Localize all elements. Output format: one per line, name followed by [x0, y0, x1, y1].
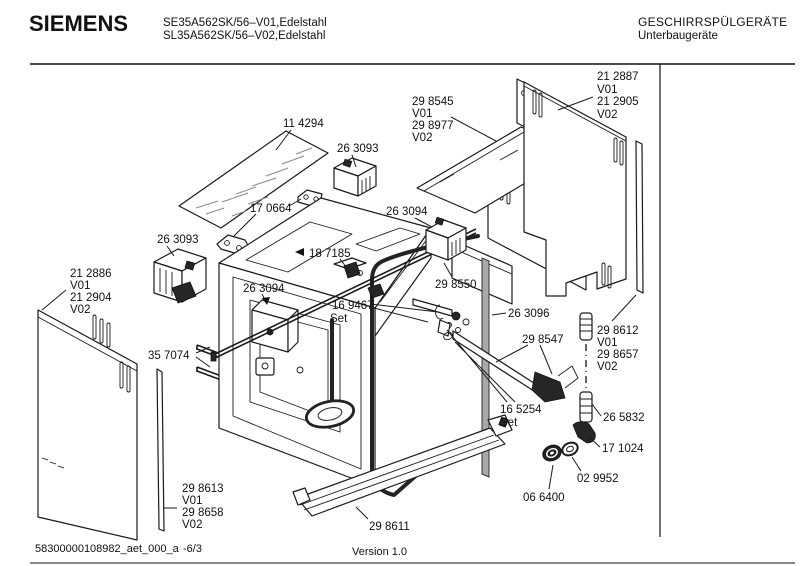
connector-block-26-3093-left [154, 249, 206, 303]
page-number: -6/3 [183, 543, 202, 555]
svg-text:V01: V01 [70, 280, 91, 292]
svg-text:29 8657: 29 8657 [597, 349, 639, 361]
model-line-2: SL35A562SK/56–V02,Edelstahl [163, 30, 326, 42]
page-header [29, 11, 787, 42]
tub-body [219, 198, 431, 487]
label-29-8613: 29 8613 [182, 483, 224, 495]
svg-text:V02: V02 [70, 304, 91, 316]
washer-02-9952 [560, 440, 580, 458]
svg-text:V01: V01 [182, 495, 203, 507]
category-title: GESCHIRRSPÜLGERÄTE [638, 15, 788, 29]
svg-text:Set: Set [330, 313, 348, 325]
label-26-3093-top: 26 3093 [337, 143, 379, 155]
svg-text:Set: Set [500, 417, 518, 429]
label-18-7185: 18 7185 [309, 248, 351, 260]
label-21-2886: 21 2886 [70, 268, 112, 280]
label-06-6400: 06 6400 [523, 492, 565, 504]
label-29-8611: 29 8611 [369, 521, 410, 533]
svg-text:V01: V01 [412, 108, 433, 120]
label-26-5832: 26 5832 [603, 412, 645, 424]
svg-text:V02: V02 [597, 109, 618, 121]
svg-text:V02: V02 [412, 132, 433, 144]
label-11-4294: 11 4294 [283, 118, 324, 130]
label-26-3093-left: 26 3093 [157, 234, 199, 246]
label-26-3094-right: 26 3094 [386, 206, 428, 218]
label-02-9952: 02 9952 [577, 473, 619, 485]
label-29-8547: 29 8547 [522, 334, 564, 346]
label-16-9467: 16 9467 [332, 300, 374, 312]
label-26-3094-left: 26 3094 [243, 283, 285, 295]
label-17-1024: 17 1024 [602, 443, 644, 455]
grommet-06-6400 [540, 442, 564, 464]
side-panel-left-21-2886 [38, 310, 137, 540]
label-17-0664: 17 0664 [250, 203, 292, 215]
label-26-3096: 26 3096 [508, 308, 550, 320]
label-29-8612: 29 8612 [597, 325, 639, 337]
svg-text:21 2905: 21 2905 [597, 96, 639, 108]
svg-text:V01: V01 [597, 84, 618, 96]
trim-strip-29-8613 [157, 369, 164, 531]
svg-text:V01: V01 [597, 337, 618, 349]
label-16-5254: 16 5254 [500, 404, 542, 416]
label-29-8550: 29 8550 [435, 279, 477, 291]
label-21-2887: 21 2887 [597, 71, 639, 83]
svg-text:V02: V02 [182, 519, 203, 531]
subcategory-title: Unterbaugeräte [638, 30, 718, 42]
svg-text:21 2904: 21 2904 [70, 292, 112, 304]
document-id: 58300000108982_aet_000_a [35, 543, 179, 555]
brand-logo: SIEMENS [29, 11, 129, 36]
model-line-1: SE35A562SK/56–V01,Edelstahl [163, 17, 327, 29]
svg-text:29 8977: 29 8977 [412, 120, 454, 132]
label-29-8545: 29 8545 [412, 96, 454, 108]
connector-block-26-3094-right [426, 217, 466, 260]
trim-strip-29-8612 [636, 141, 643, 293]
label-35-7074: 35 7074 [148, 350, 190, 362]
page-footer [35, 543, 407, 558]
version-label: Version 1.0 [352, 546, 408, 558]
svg-text:V02: V02 [597, 361, 618, 373]
svg-text:29 8658: 29 8658 [182, 507, 224, 519]
